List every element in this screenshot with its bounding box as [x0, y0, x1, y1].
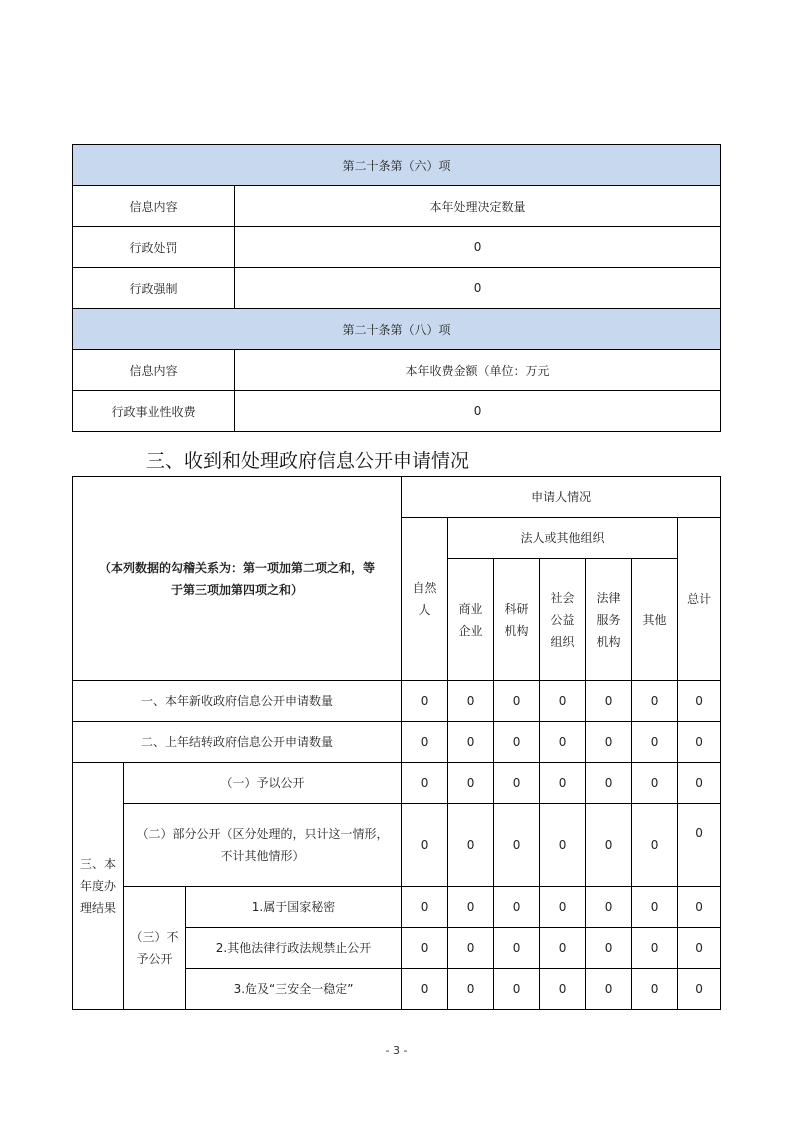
row-value: 0 [235, 391, 721, 432]
value-cell: 0 [678, 681, 721, 722]
note-line: 于第三项加第四项之和） [171, 582, 304, 597]
applications-table [72, 476, 721, 1010]
records-table [72, 144, 721, 432]
value-cell: 0 [678, 887, 721, 928]
legal-service-header: 法律 服务 机构 [586, 559, 632, 681]
value-cell: 0 [540, 722, 586, 763]
row-label: 二、上年结转政府信息公开申请数量 [73, 722, 402, 763]
header-cell: 信息内容 [73, 186, 235, 227]
value-cell: 0 [632, 722, 678, 763]
row-label: 行政强制 [73, 268, 235, 309]
value-cell: 0 [586, 969, 632, 1010]
note-line: （本列数据的勾稽关系为：第一项加第二项之和，等 [99, 560, 376, 575]
value-cell: 0 [632, 887, 678, 928]
section-title: 第二十条第（八）项 [73, 309, 721, 350]
row-label: （二）部分公开（区分处理的，只计这一情形， 不计其他情形） [124, 804, 402, 887]
value-cell: 0 [540, 681, 586, 722]
value-cell: 0 [494, 681, 540, 722]
value-cell: 0 [540, 763, 586, 804]
table-row [73, 227, 721, 268]
value-cell: 0 [494, 969, 540, 1010]
research-header: 科研 机构 [494, 559, 540, 681]
value-cell: 0 [402, 804, 448, 887]
natural-person-header: 自然 人 [402, 518, 448, 681]
value-cell: 0 [448, 681, 494, 722]
value-cell: 0 [678, 804, 721, 887]
header-cell: 本年收费金额（单位：万元 [235, 350, 721, 391]
value-cell: 0 [586, 804, 632, 887]
value-cell: 0 [632, 681, 678, 722]
table-row [73, 722, 721, 763]
value-cell: 0 [402, 722, 448, 763]
value-cell: 0 [494, 887, 540, 928]
results-group-label: 三、本 年度办 理结果 [73, 763, 124, 1010]
row-label: 1.属于国家秘密 [186, 887, 402, 928]
deny-group-label: （三）不 予公开 [124, 887, 186, 1010]
table-row [73, 391, 721, 432]
header-cell: 信息内容 [73, 350, 235, 391]
header-row [73, 350, 721, 391]
value-cell: 0 [678, 763, 721, 804]
value-cell: 0 [632, 763, 678, 804]
row-label: 2.其他法律行政法规禁止公开 [186, 928, 402, 969]
section-heading: 三、收到和处理政府信息公开申请情况 [146, 450, 470, 472]
total-header: 总计 [678, 518, 721, 681]
value-cell: 0 [494, 928, 540, 969]
value-cell: 0 [540, 804, 586, 887]
header-row [73, 186, 721, 227]
legal-entity-header: 法人或其他组织 [448, 518, 678, 559]
section-row-article-20-8 [73, 309, 721, 350]
value-cell: 0 [448, 763, 494, 804]
row-value: 0 [235, 227, 721, 268]
value-cell: 0 [586, 722, 632, 763]
value-cell: 0 [540, 969, 586, 1010]
header-cell: 本年处理决定数量 [235, 186, 721, 227]
value-cell: 0 [494, 722, 540, 763]
value-cell: 0 [678, 722, 721, 763]
value-cell: 0 [402, 681, 448, 722]
value-cell: 0 [678, 969, 721, 1010]
value-cell: 0 [402, 928, 448, 969]
section-title: 第二十条第（六）项 [73, 145, 721, 186]
business-header: 商业 企业 [448, 559, 494, 681]
value-cell: 0 [448, 969, 494, 1010]
row-label: 行政事业性收费 [73, 391, 235, 432]
social-welfare-header: 社会 公益 组织 [540, 559, 586, 681]
value-cell: 0 [448, 804, 494, 887]
value-cell: 0 [678, 928, 721, 969]
value-cell: 0 [494, 763, 540, 804]
value-cell: 0 [402, 887, 448, 928]
other-header: 其他 [632, 559, 678, 681]
value-cell: 0 [632, 804, 678, 887]
value-cell: 0 [586, 887, 632, 928]
row-label: 3.危及“三安全一稳定” [186, 969, 402, 1010]
value-cell: 0 [448, 722, 494, 763]
table-row [73, 681, 721, 722]
value-cell: 0 [540, 887, 586, 928]
section-row-article-20-6 [73, 145, 721, 186]
row-value: 0 [235, 268, 721, 309]
value-cell: 0 [586, 681, 632, 722]
value-cell: 0 [586, 763, 632, 804]
table-row [73, 804, 721, 887]
table-row [73, 268, 721, 309]
value-cell: 0 [494, 804, 540, 887]
value-cell: 0 [402, 969, 448, 1010]
page-number: - 3 - [385, 1044, 408, 1057]
value-cell: 0 [540, 928, 586, 969]
table-row [73, 887, 721, 928]
value-cell: 0 [448, 887, 494, 928]
applicant-header: 申请人情况 [402, 477, 721, 518]
value-cell: 0 [632, 928, 678, 969]
value-cell: 0 [632, 969, 678, 1010]
value-cell: 0 [402, 763, 448, 804]
note-cell [73, 477, 402, 681]
row-label: （一）予以公开 [124, 763, 402, 804]
row-label: 行政处罚 [73, 227, 235, 268]
row-label: 一、本年新收政府信息公开申请数量 [73, 681, 402, 722]
value-cell: 0 [586, 928, 632, 969]
value-cell: 0 [448, 928, 494, 969]
table-row [73, 763, 721, 804]
